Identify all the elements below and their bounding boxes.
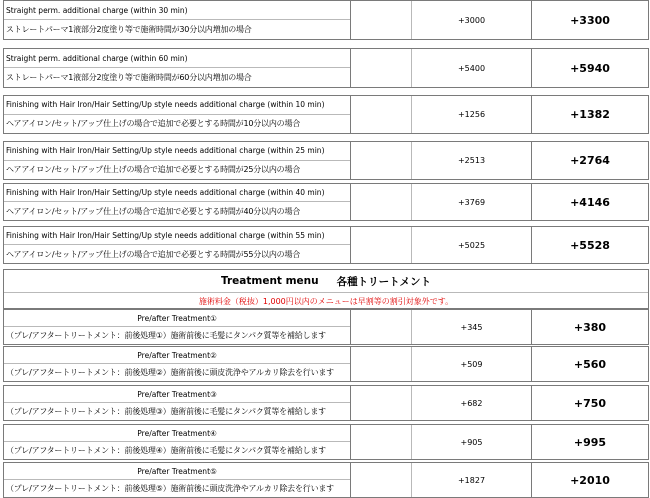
item-name-en: Pre/after Treatment① [4, 310, 350, 327]
item-name-ja: ヘアアイロン/セット/アップ仕上げの場合で追加で必要とする時間が55分以内の場合 [6, 249, 301, 259]
base-price: +3769 [412, 184, 532, 220]
base-price: +682 [412, 386, 532, 420]
item-name-ja: ストレートパーマ1液部分2度塗り等で施術時間が30分以内増加の場合 [6, 25, 252, 34]
treatment-section-header [3, 269, 649, 309]
description-cell [4, 96, 351, 133]
table-row [3, 95, 649, 134]
item-name-ja: ヘアアイロン/セット/アップ仕上げの場合で追加で必要とする時間が40分以内の場合 [6, 206, 301, 216]
item-name-en: Finishing with Hair Iron/Hair Setting/Up style needs additional charge (within 55 min) [4, 227, 350, 245]
description-cell [4, 49, 351, 87]
item-name-en: Pre/after Treatment⑤ [4, 463, 350, 480]
item-name-en: Straight perm. additional charge (within 30 min) [4, 1, 350, 20]
item-name-en: Pre/after Treatment③ [4, 386, 350, 403]
base-price: +905 [412, 425, 532, 459]
spacer-cell [351, 184, 412, 220]
section-title [4, 270, 648, 293]
description-cell [4, 386, 351, 420]
base-price: +5025 [412, 227, 532, 263]
description-cell [4, 347, 351, 381]
table-row [3, 462, 649, 498]
spacer-cell [351, 347, 412, 381]
spacer-cell [351, 463, 412, 497]
total-price: +1382 [570, 108, 610, 121]
item-name-ja: ストレートパーマ1液部分2度塗り等で施術時間が60分以内増加の場合 [6, 73, 252, 82]
base-price: +345 [412, 310, 532, 344]
item-name-en: Finishing with Hair Iron/Hair Setting/Up style needs additional charge (within 40 min) [4, 184, 350, 202]
spacer-cell [351, 1, 412, 39]
base-price: +5400 [412, 49, 532, 87]
description-cell [4, 142, 351, 179]
spacer-cell [351, 227, 412, 263]
total-price: +5940 [570, 61, 610, 75]
total-price: +3300 [570, 13, 610, 27]
spacer-cell [351, 310, 412, 344]
table-row [3, 424, 649, 460]
base-price: +3000 [412, 1, 532, 39]
table-row [3, 226, 649, 264]
description-cell [4, 463, 351, 497]
item-name-ja: （プレ/アフタートリートメント：前後処理②）施術前後に頭皮洗浄やアルカリ除去を行います [6, 368, 334, 377]
item-name-ja: （プレ/アフタートリートメント：前後処理③）施術前後に毛髪にタンパク質等を補給します [6, 407, 326, 416]
item-name-en: Pre/after Treatment④ [4, 425, 350, 442]
total-price: +750 [573, 396, 607, 410]
item-name-ja: （プレ/アフタートリートメント：前後処理⑤）施術前後に頭皮洗浄やアルカリ除去を行います [6, 484, 334, 493]
total-price: +995 [573, 435, 607, 449]
spacer-cell [351, 425, 412, 459]
total-price: +2010 [570, 473, 610, 487]
item-name-en: Straight perm. additional charge (within 60 min) [4, 49, 350, 68]
table-row [3, 385, 649, 421]
total-price: +5528 [570, 238, 610, 252]
base-price: +1827 [412, 463, 532, 497]
total-price: +380 [573, 320, 607, 334]
item-name-ja: ヘアアイロン/セット/アップ仕上げの場合で追加で必要とする時間が25分以内の場合 [6, 165, 301, 175]
table-row [3, 183, 649, 221]
description-cell [4, 425, 351, 459]
item-name-en: Pre/after Treatment② [4, 347, 350, 364]
base-price: +509 [412, 347, 532, 381]
table-row [3, 0, 649, 40]
description-cell [4, 184, 351, 220]
description-cell [4, 1, 351, 39]
section-title-ja: 各種トリートメント [336, 275, 432, 288]
spacer-cell [351, 142, 412, 179]
item-name-ja: （プレ/アフタートリートメント：前後処理④）施術前後に毛髪にタンパク質等を補給します [6, 446, 326, 455]
spacer-cell [351, 96, 412, 133]
item-name-ja: （プレ/アフタートリートメント：前後処理①）施術前後に毛髪にタンパク質等を補給します [6, 331, 326, 340]
item-name-en: Finishing with Hair Iron/Hair Setting/Up style needs additional charge (within 25 min) [4, 142, 350, 161]
base-price: +2513 [412, 142, 532, 179]
item-name-en: Finishing with Hair Iron/Hair Setting/Up style needs additional charge (within 10 min) [4, 96, 350, 115]
description-cell [4, 310, 351, 344]
spacer-cell [351, 49, 412, 87]
item-name-ja: ヘアアイロン/セット/アップ仕上げの場合で追加で必要とする時間が10分以内の場合 [6, 119, 301, 129]
table-row [3, 141, 649, 180]
total-price: +4146 [570, 195, 610, 209]
spacer-cell [351, 386, 412, 420]
section-title-en: Treatment menu [220, 275, 319, 287]
description-cell [4, 227, 351, 263]
table-row [3, 48, 649, 88]
total-price: +2764 [570, 154, 610, 167]
total-price: +560 [573, 357, 607, 371]
discount-note: 施術料金（税抜）1,000円以内のメニューは早割等の割引対象外です。 [198, 297, 454, 306]
table-row [3, 309, 649, 345]
table-row [3, 346, 649, 382]
base-price: +1256 [412, 96, 532, 133]
